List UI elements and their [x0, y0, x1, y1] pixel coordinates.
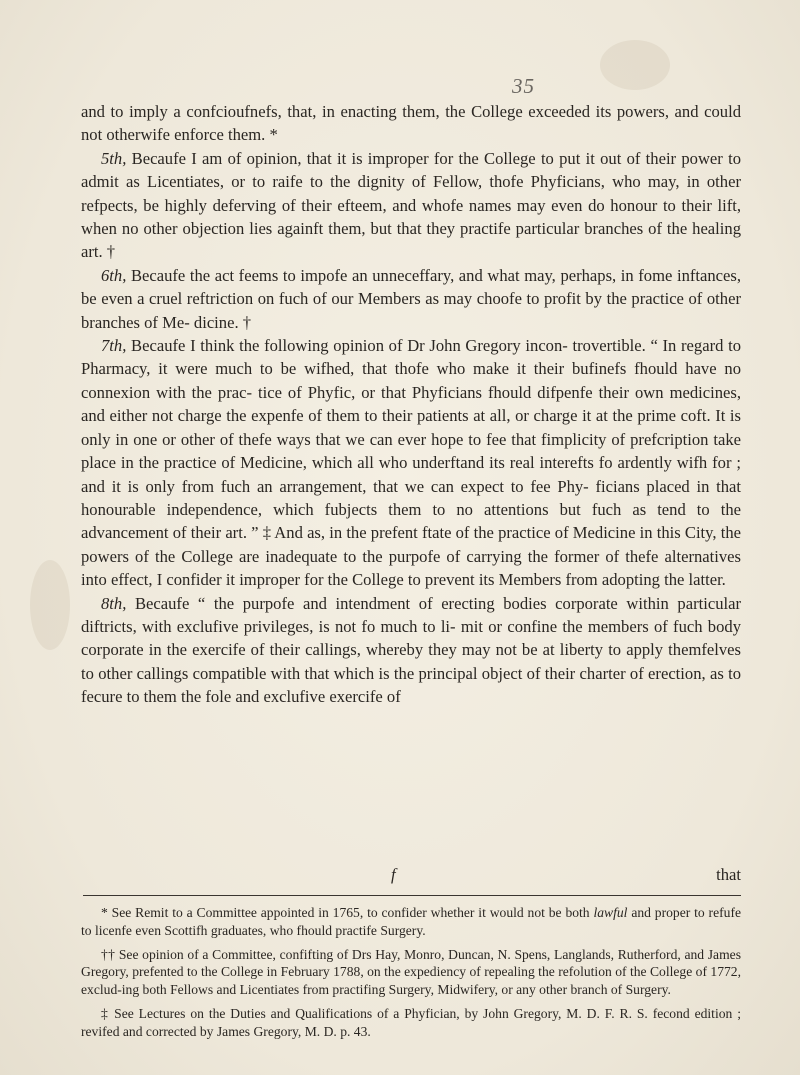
- reason-number: 7th,: [101, 336, 127, 356]
- body-text: [81, 100, 741, 709]
- text-line: trovertible. “ In regard to Pharmacy, it were much to be wifhed, that: [81, 336, 742, 379]
- text-line: of their efteem, and whofe names may even do honour to their lift, when: [81, 195, 742, 239]
- footnote-emphasis: lawful: [593, 905, 628, 920]
- text-line: mit or confine the members of fuch body corporate in the exercife of: [81, 616, 741, 660]
- text-line: branches of the healing art. †: [81, 219, 741, 262]
- paper-stain: [30, 560, 70, 650]
- text-line: tice of Phyfic, or that Phyficians fhould difpenfe their own medicines,: [257, 382, 741, 402]
- footnote-text: * See Remit to a Committee appointed in 1765, to confider whether it would not be both: [101, 905, 594, 920]
- text-line: attentions but fuch as tend to the advancement of their art. ” ‡ And as,: [81, 499, 742, 543]
- footnotes: [81, 904, 741, 1047]
- paper-stain: [600, 40, 670, 90]
- text-line: and it is only from fuch an arrangement, that we can expect to fee Phy-: [81, 476, 589, 496]
- footnote-text: ‡ See Lectures on the Duties and Qualifications of a Phyfician, by John Gregory, M. D. F. R. S. fecond edition ; revifed and corrected by James Gregory, M. D. p. 43.: [81, 1005, 741, 1039]
- footnote-text: †† See opinion of a Committee, confifting of Drs Hay, Monro, Duncan, N. Spens, Langlands, Rutherford, and James Gregory, prefented to the College in February 1788, on the expediency of repealing the refolution of the College of 1772, exclud-ing both Fellows and Licentiates from practifing Surgery, Midwifery, or any other branch of Surgery.: [81, 946, 741, 998]
- text-line: within particular diftricts, with exclufive privileges, is not fo much to li-: [81, 593, 742, 636]
- text-line: and either not charge the expenfe of them to their patients at all, or charge: [81, 406, 578, 426]
- text-line: Becaufe I am of opinion, that it is improper for the College to put: [126, 148, 581, 168]
- text-line: it at the prime coft. It is only in one or other of thefe ways that we can: [81, 406, 742, 449]
- text-line: Fellow, thofe Phyficians, who may, in other refpects, be highly deferving: [81, 172, 741, 215]
- text-line: ever hope to fee that fimplicity of prefcription take place in the practice of: [81, 429, 741, 473]
- paragraph-fifth-reason: [81, 147, 741, 264]
- text-line: Members as may choofe to profit by the practice of other branches of Me-: [81, 289, 741, 332]
- text-line: dicine. †: [193, 312, 252, 332]
- paragraph-seventh-reason: [81, 334, 741, 591]
- catchline: [81, 865, 741, 889]
- catchword: that: [716, 865, 741, 884]
- text-line: Becaufe the act feems to impofe an unneceffary, and what may,: [126, 265, 556, 285]
- text-line: charter of erection, as to fecure to them the fole and exclufive exercife of: [81, 663, 742, 707]
- text-line: in the prefent ftate of the practice of Medicine in this City, the powers of: [81, 523, 741, 566]
- text-line: perhaps, in fome inftances, be even a cruel reftriction on fuch of our: [81, 265, 741, 309]
- text-line: and to imply a confcioufnefs, that, in enacting them, the College exceeded: [81, 102, 590, 121]
- paragraph-sixth-reason: [81, 264, 741, 334]
- text-line: its Members from adopting the latter.: [478, 570, 726, 590]
- text-line: other callings compatible with that which is the principal object of their: [98, 663, 576, 683]
- footnote-divider: [83, 895, 741, 896]
- text-line: thofe who make it their bufinefs fhould have no connexion with the prac-: [81, 359, 741, 402]
- footnote-lectures: [81, 1005, 741, 1041]
- paragraph-eighth-reason: [81, 592, 741, 709]
- text-line: it out of their power to admit as Licentiates, or to raife to the dignity of: [81, 148, 741, 192]
- footnote-text: and proper to refufe to licenfe even Scottifh graduates, who fhould practife Surgery.: [81, 905, 741, 938]
- text-line: alternatives into effect, I confider it improper for the College to prevent: [81, 546, 742, 590]
- text-line: Becaufe I think the following opinion of Dr John Gregory incon-: [126, 336, 568, 356]
- text-line: their callings, whereby they may not be at liberty to apply themfelves to: [81, 640, 741, 683]
- text-line: Becaufe “ the purpofe and intendment of erecting bodies corporate: [126, 593, 618, 613]
- text-line: Medicine, which all who underftand its real interefts fo ardently wifh for ;: [240, 453, 741, 473]
- footnote-remit: [81, 904, 741, 940]
- reason-number: 8th,: [101, 593, 127, 613]
- text-line: its powers, and could not otherwife enforce them. *: [81, 102, 741, 145]
- text-line: no other objection lies againft them, but that they practife particular: [121, 219, 580, 239]
- reason-number: 6th,: [101, 265, 127, 285]
- footnote-committee-opinion: [81, 946, 741, 999]
- text-line: ficians placed in that honourable independence, which fubjects them to no: [81, 476, 742, 519]
- paragraph-continuation: [81, 100, 741, 147]
- text-line: the College are inadequate to the purpofe of carrying the former of thefe: [154, 546, 659, 566]
- signature-mark: f: [391, 865, 396, 884]
- page-number: 35: [512, 74, 535, 98]
- reason-number: 5th,: [101, 148, 127, 168]
